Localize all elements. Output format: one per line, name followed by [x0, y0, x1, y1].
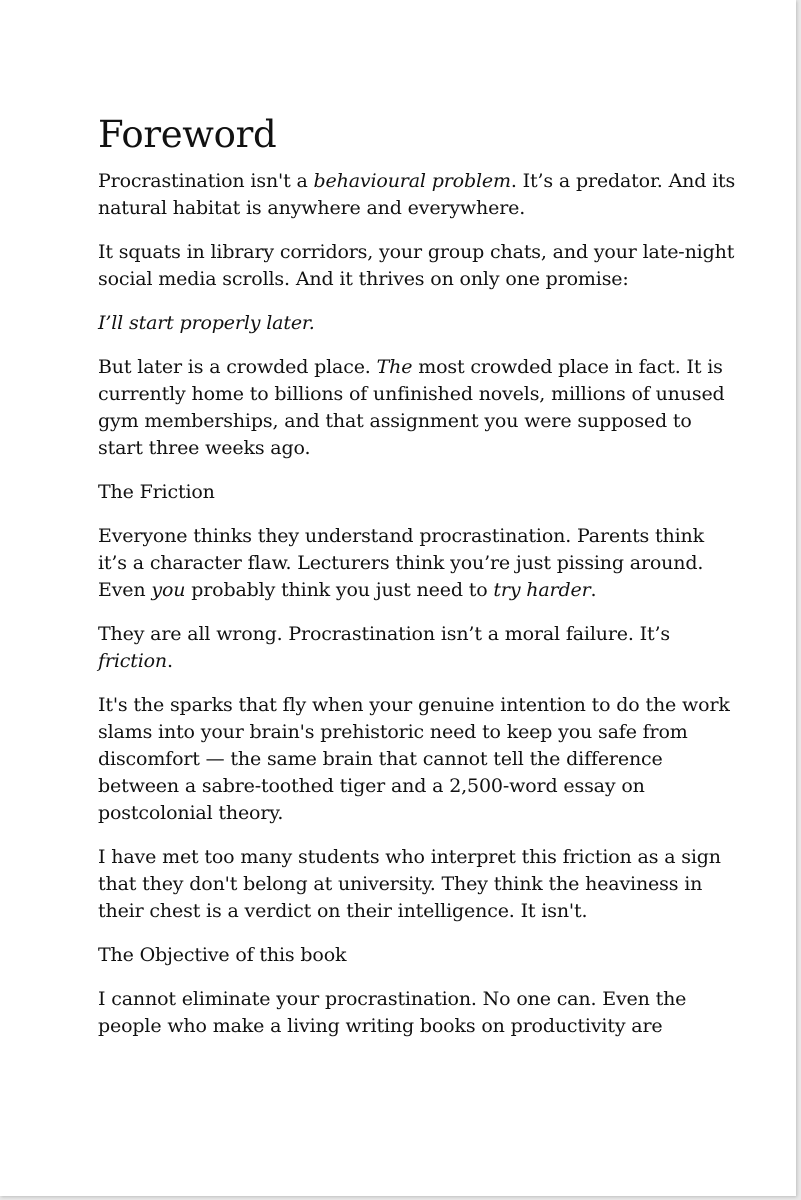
paragraph-1-text-a: Procrastination isn't a [98, 170, 314, 192]
paragraph-5 [98, 523, 738, 604]
paragraph-3-emphasis: I’ll start properly later. [98, 312, 315, 334]
paragraph-5-emphasis-try-harder: try harder [493, 579, 591, 601]
paragraph-9: I cannot eliminate your procrastination. No one can. Even the people who make a living writing books on productivity are [98, 988, 687, 1037]
paragraph-4 [98, 354, 738, 462]
paragraph-4-text-a: But later is a crowded place. [98, 356, 377, 378]
paragraph-5-text-e: . [590, 579, 597, 601]
paragraph-2: It squats in library corridors, your group chats, and your late-night social media scrolls. And it thrives on only one promise: [98, 241, 735, 290]
paragraph-8: I have met too many students who interpret this friction as a sign that they don't belong at university. They think the heaviness in their chest is a verdict on their intelligence. It isn't. [98, 846, 721, 922]
chapter-title: Foreword [98, 113, 277, 156]
paragraph-6-text-c: . [167, 650, 173, 672]
paragraph-4-text-c: most crowded place in fact. It is currently home to billions of unfinished novels, millions of unused gym memberships, and that assignment you were supposed to start three weeks ago. [98, 356, 725, 459]
paragraph-6-text-a: They are all wrong. Procrastination isn’t a moral failure. It’s [98, 623, 670, 645]
paragraph-6 [98, 621, 738, 675]
paragraph-1-text-c: . It’s a predator. And its natural habitat is anywhere and everywhere. [98, 170, 736, 219]
paragraph-3 [98, 310, 738, 337]
paragraph-6-emphasis: friction [98, 650, 168, 672]
section-heading-objective: The Objective of this book [98, 944, 347, 966]
paragraph-5-text-a: Everyone thinks they understand procrastination. Parents think it’s a character flaw. Lecturers think you’re just pissing around. Even [98, 525, 704, 601]
paragraph-4-emphasis: The [376, 356, 413, 378]
page-content [98, 112, 738, 1057]
paragraph-5-text-c: probably think you just need to [185, 579, 494, 601]
paragraph-1 [98, 168, 738, 222]
section-heading-friction: The Friction [98, 481, 215, 503]
paragraph-1-emphasis: behavioural problem [313, 170, 511, 192]
paragraph-5-emphasis-you: you [151, 579, 186, 601]
paragraph-7: It's the sparks that fly when your genuine intention to do the work slams into your brain's prehistoric need to keep you safe from discomfort — the same brain that cannot tell the difference between a sabre-toothed tiger and a 2,500-word essay on postcolonial theory. [98, 694, 730, 824]
